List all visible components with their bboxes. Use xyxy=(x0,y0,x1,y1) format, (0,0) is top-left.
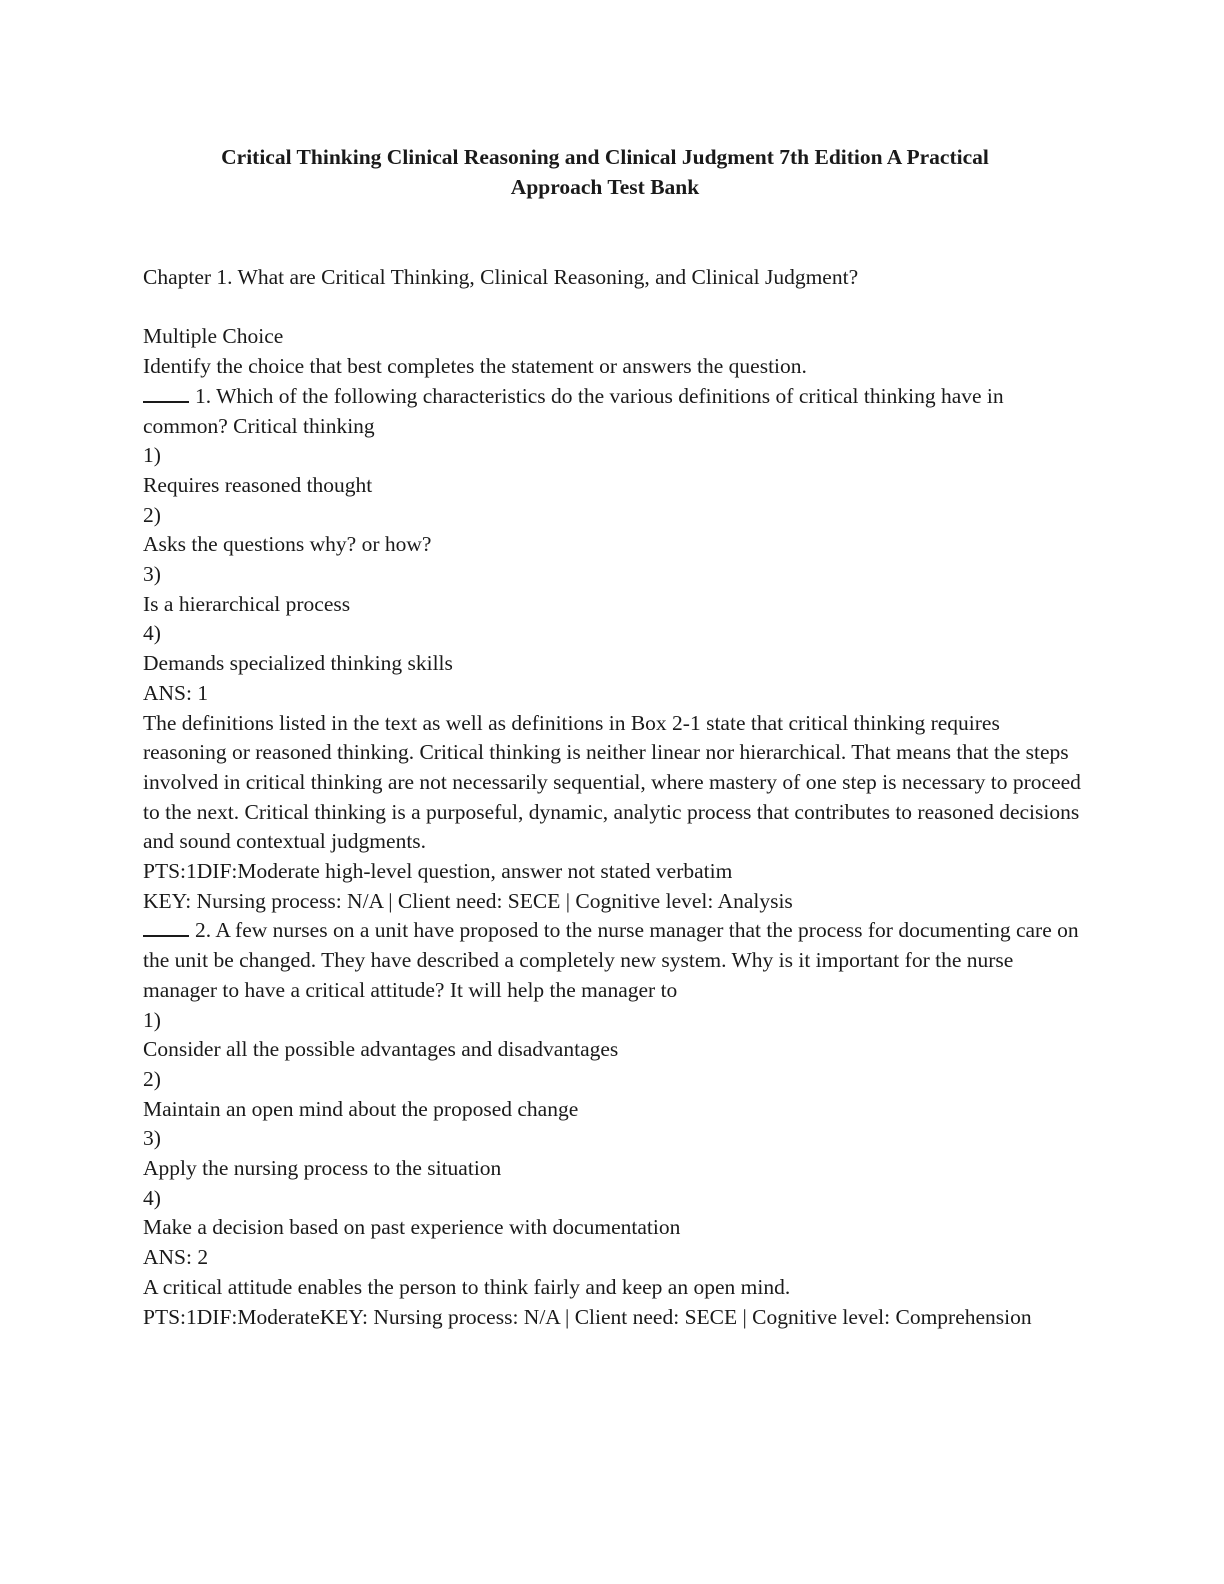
spacer xyxy=(143,293,1083,323)
answer-blank xyxy=(143,917,189,937)
option-number: 1) xyxy=(143,443,161,468)
option-number: 3) xyxy=(143,562,161,587)
option-number: 2) xyxy=(143,502,161,527)
rationale: A critical attitude enables the person to think fairly and keep an open mind. xyxy=(143,1274,791,1299)
answer-line: ANS: 2 xyxy=(143,1245,209,1270)
instructions: Identify the choice that best completes the statement or answers the question. xyxy=(143,354,807,379)
option-text: Requires reasoned thought xyxy=(143,472,373,497)
option-text: Consider all the possible advantages and disadvantages xyxy=(143,1037,619,1062)
points-difficulty-keywords: PTS:1DIF:ModerateKEY: Nursing process: N/A | Client need: SECE | Cognitive level: Comprehension xyxy=(143,1304,1032,1329)
option-number: 3) xyxy=(143,1126,161,1151)
title-line-1: Critical Thinking Clinical Reasoning and Clinical Judgment 7th Edition A Practical xyxy=(221,145,989,169)
answer-line: ANS: 1 xyxy=(143,680,209,705)
question-1-text: 1. Which of the following characteristics do the various definitions of critical thinking have in common? Critical thinking xyxy=(143,383,1004,438)
option-number: 2) xyxy=(143,1066,161,1091)
question-1-stem xyxy=(143,382,1083,441)
rationale: The definitions listed in the text as well as definitions in Box 2-1 state that critical thinking requires reasoning or reasoned thinking. Critical thinking is neither linear nor hierarchical. That means that the steps involved in critical thinking are not necessarily sequential, where mastery of one step is necessary to proceed to the next. Critical thinking is a purposeful, dynamic, analytic process that contributes to reasoned decisions and sound contextual judgments. xyxy=(143,710,1081,854)
question-2-text: 2. A few nurses on a unit have proposed to the nurse manager that the process for documenting care on the unit be changed. They have described a completely new system. Why is it important for the nurse manager to have a critical attitude? It will help the manager to xyxy=(143,918,1079,1002)
option-number: 4) xyxy=(143,621,161,646)
option-text: Demands specialized thinking skills xyxy=(143,651,453,676)
section-heading: Multiple Choice xyxy=(143,324,284,349)
question-2-stem xyxy=(143,916,1083,1005)
chapter-heading: Chapter 1. What are Critical Thinking, Clinical Reasoning, and Clinical Judgment? xyxy=(143,265,859,289)
answer-blank xyxy=(143,383,189,403)
document-body xyxy=(143,263,1083,1332)
option-text: Apply the nursing process to the situation xyxy=(143,1156,502,1181)
option-number: 4) xyxy=(143,1185,161,1210)
title-line-2: Approach Test Bank xyxy=(510,175,700,199)
option-text: Asks the questions why? or how? xyxy=(143,532,432,557)
option-number: 1) xyxy=(143,1007,161,1032)
points-difficulty: PTS:1DIF:Moderate high-level question, answer not stated verbatim xyxy=(143,859,733,884)
document-title xyxy=(140,142,1070,202)
option-text: Is a hierarchical process xyxy=(143,591,351,616)
option-text: Maintain an open mind about the proposed change xyxy=(143,1096,579,1121)
option-text: Make a decision based on past experience with documentation xyxy=(143,1215,681,1240)
keywords: KEY: Nursing process: N/A | Client need: SECE | Cognitive level: Analysis xyxy=(143,888,793,913)
